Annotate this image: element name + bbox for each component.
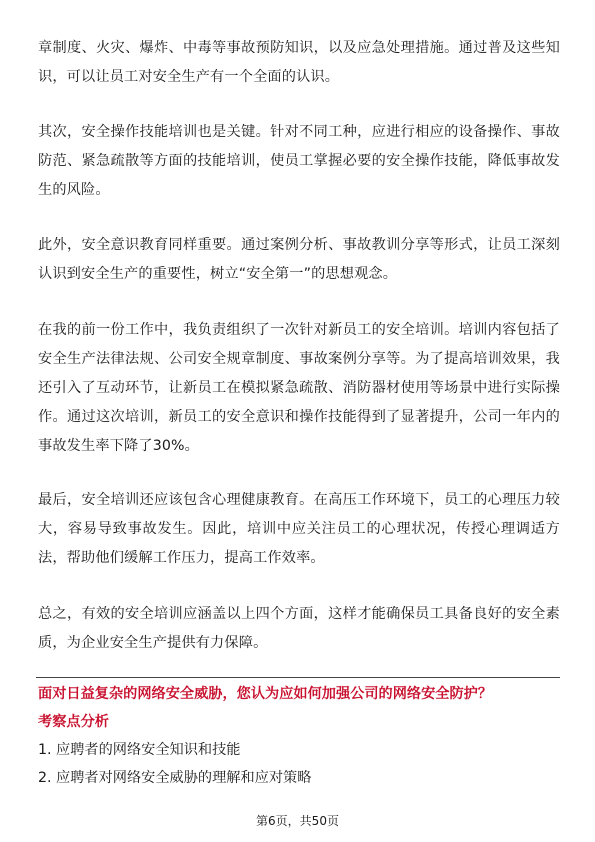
page-number: 第6页，共50页	[256, 814, 339, 828]
answer-paragraph-1: 章制度、火灾、爆炸、中毒等事故预防知识，以及应急处理措施。通过普及这些知识，可以让员工对安全生产有一个全面的认识。	[38, 40, 560, 85]
section-divider	[36, 677, 560, 678]
answer-paragraph-4: 在我的前一份工作中，我负责组织了一次针对新员工的安全培训。培训内容包括了安全生产法律法规、公司安全规章制度、事故案例分享等。为了提高培训效果，我还引入了互动环节，让新员工在模拟紧急疏散、消防器材使用等场景中进行实际操作。通过这次培训，新员工的安全意识和操作技能得到了显著提升，公司一年内的事故发生率下降了30%。	[38, 322, 560, 454]
interview-question: 面对日益复杂的网络安全威胁，您认为应如何加强公司的网络安全防护？	[38, 686, 493, 702]
analysis-point-2: 2. 应聘者对网络安全威胁的理解和应对策略	[38, 770, 312, 786]
answer-paragraph-2: 其次，安全操作技能培训也是关键。针对不同工种，应进行相应的设备操作、事故防范、紧急疏散等方面的技能培训，使员工掌握必要的安全操作技能，降低事故发生的风险。	[38, 124, 560, 198]
analysis-heading: 考察点分析	[38, 714, 109, 730]
answer-paragraph-6: 总之，有效的安全培训应涵盖以上四个方面，这样才能确保员工具备良好的安全素质，为企业安全生产提供有力保障。	[38, 606, 560, 651]
analysis-point-1: 1. 应聘者的网络安全知识和技能	[38, 742, 241, 758]
answer-paragraph-3: 此外，安全意识教育同样重要。通过案例分析、事故教训分享等形式，让员工深刻认识到安全生产的重要性，树立“安全第一”的思想观念。	[38, 237, 560, 282]
answer-paragraph-5: 最后，安全培训还应该包含心理健康教育。在高压工作环境下，员工的心理压力较大，容易导致事故发生。因此，培训中应关注员工的心理状况，传授心理调适方法，帮助他们缓解工作压力，提高工作效率。	[38, 492, 560, 566]
